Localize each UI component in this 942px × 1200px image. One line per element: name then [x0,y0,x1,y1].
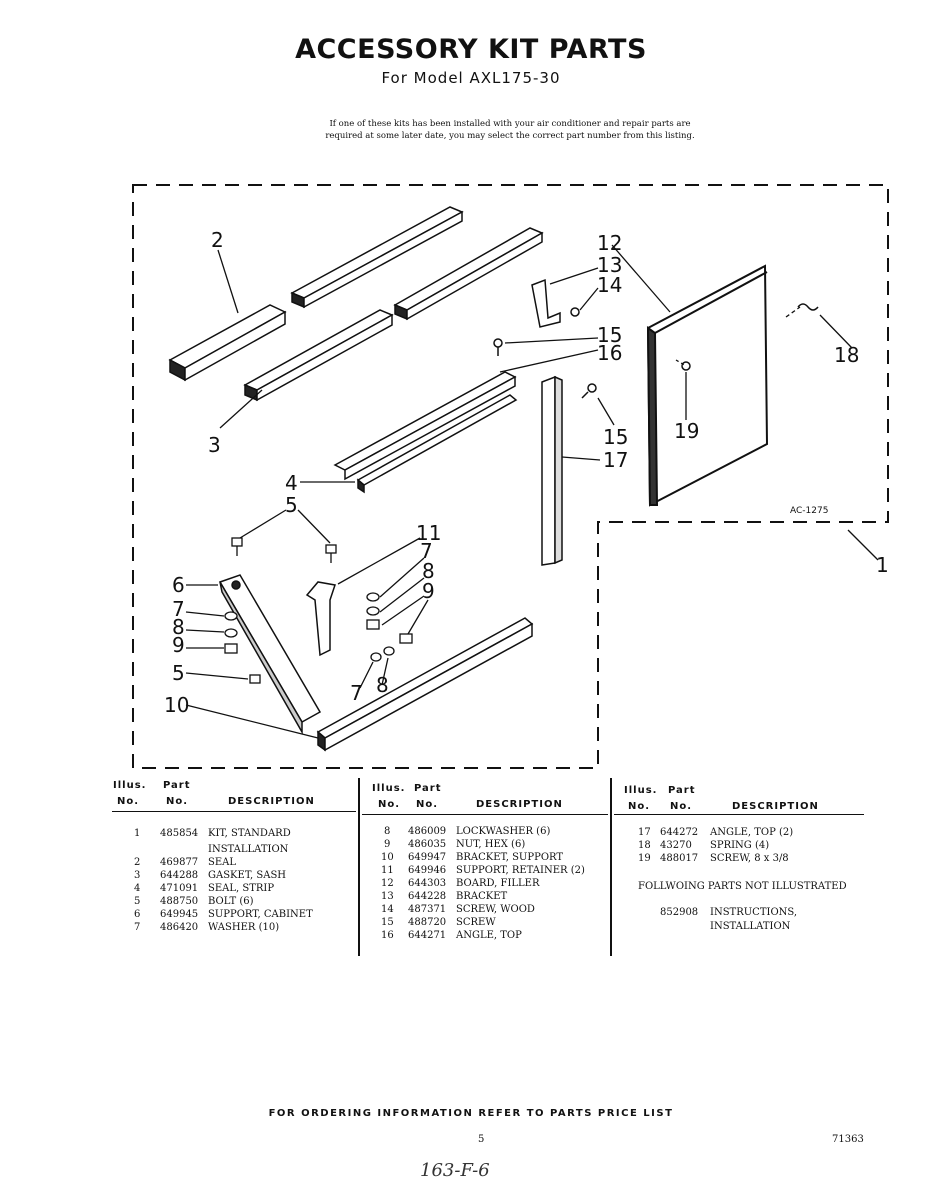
callout-9-left: 9 [172,633,185,657]
callout-4: 4 [285,471,298,495]
model-subtitle: For Model AXL175-30 [381,69,561,87]
col3-hdr-no: No. [628,801,651,812]
callout-3: 3 [208,433,221,457]
callout-13: 13 [597,253,623,277]
handwritten-note: 163-F-6 [420,1160,490,1181]
col1-hdr-part: Part [163,780,191,791]
callout-7-bottom: 7 [350,681,363,705]
col2-hdr-no2: No. [416,799,439,810]
callout-16: 16 [597,341,623,365]
col3-hdr-illus: Illus. [624,785,658,796]
callout-6: 6 [172,573,185,597]
callout-5-bottom: 5 [172,661,185,685]
callout-8-bottom: 8 [376,673,389,697]
table-rule [112,811,356,812]
parts-table: Illus. Part No. No. DESCRIPTION Illus. Part No. No. DESCRIPTION Illus. Part No. No. DESCRIPTION 1 485854 KIT, STANDARD INSTALLATION 2 469877 SEAL 3 644288 GASKET, SASH 4 471091 SEAL, STRIP 5 488750 BOLT (6) 6 649945 SUPPORT, CABINET 7 486420 WASHER (10) 8 486009 LOCKWASHER (6) 9 486035 NUT, HEX (6) 10 649947 BRACKET, SUPPORT 11 649946 SUPPORT, RETAINER (2) 12 644303 BOARD, FILLER 13 644228 BRACKET 14 487371 SCREW, WOOD 15 488720 SCREW 16 644271 ANGLE, TOP 17 644272 ANGLE, TOP (2) 18 43270 SPRING (4) 19 488017 SCREW, 8 x 3/8 FOLLWOING PARTS NOT ILLUSTRATED 852908 INSTRUCTIONS, INSTALLATION [0,0,942,1200]
col2-hdr-desc: DESCRIPTION [476,799,563,810]
callout-2: 2 [211,228,224,252]
callout-9-right: 9 [422,579,435,603]
callout-17: 17 [603,448,629,472]
page-title: ACCESSORY KIT PARTS [295,34,647,65]
col2-hdr-illus: Illus. [372,783,406,794]
intro-line-1: If one of these kits has been installed with your air conditioner and repair parts are [329,119,691,129]
intro-line-2: required at some later date, you may select the correct part number from this listing. [325,131,695,141]
callout-8-right: 8 [422,559,435,583]
callout-12: 12 [597,231,623,255]
col1-hdr-no: No. [117,796,140,807]
callout-8-left: 8 [172,615,185,639]
callout-5-top: 5 [285,493,298,517]
col3-hdr-desc: DESCRIPTION [732,801,819,812]
page-number: 5 [478,1134,485,1145]
callout-10: 10 [164,693,190,717]
callout-7-right: 7 [420,539,433,563]
col1-hdr-desc: DESCRIPTION [228,796,315,807]
col1-hdr-no2: No. [166,796,189,807]
callout-14: 14 [597,273,623,297]
callout-18: 18 [834,343,860,367]
callout-19: 19 [674,419,700,443]
callout-15-top: 15 [597,323,623,347]
ordering-note: FOR ORDERING INFORMATION REFER TO PARTS PRICE LIST [268,1108,674,1119]
col1-hdr-illus: Illus. [113,780,147,791]
col2-hdr-part: Part [414,783,442,794]
col3-hdr-no2: No. [670,801,693,812]
col2-hdr-no: No. [378,799,401,810]
drawing-code: AC-1275 [790,506,829,516]
table-divider [610,778,612,956]
callout-1: 1 [876,553,889,577]
table-rule [614,814,864,815]
table-rule [362,814,608,815]
callout-7-left: 7 [172,597,185,621]
callout-15-bottom: 15 [603,425,629,449]
col3-hdr-part: Part [668,785,696,796]
callout-11: 11 [416,521,442,545]
document-number: 71363 [832,1134,864,1145]
table-divider [358,778,360,956]
